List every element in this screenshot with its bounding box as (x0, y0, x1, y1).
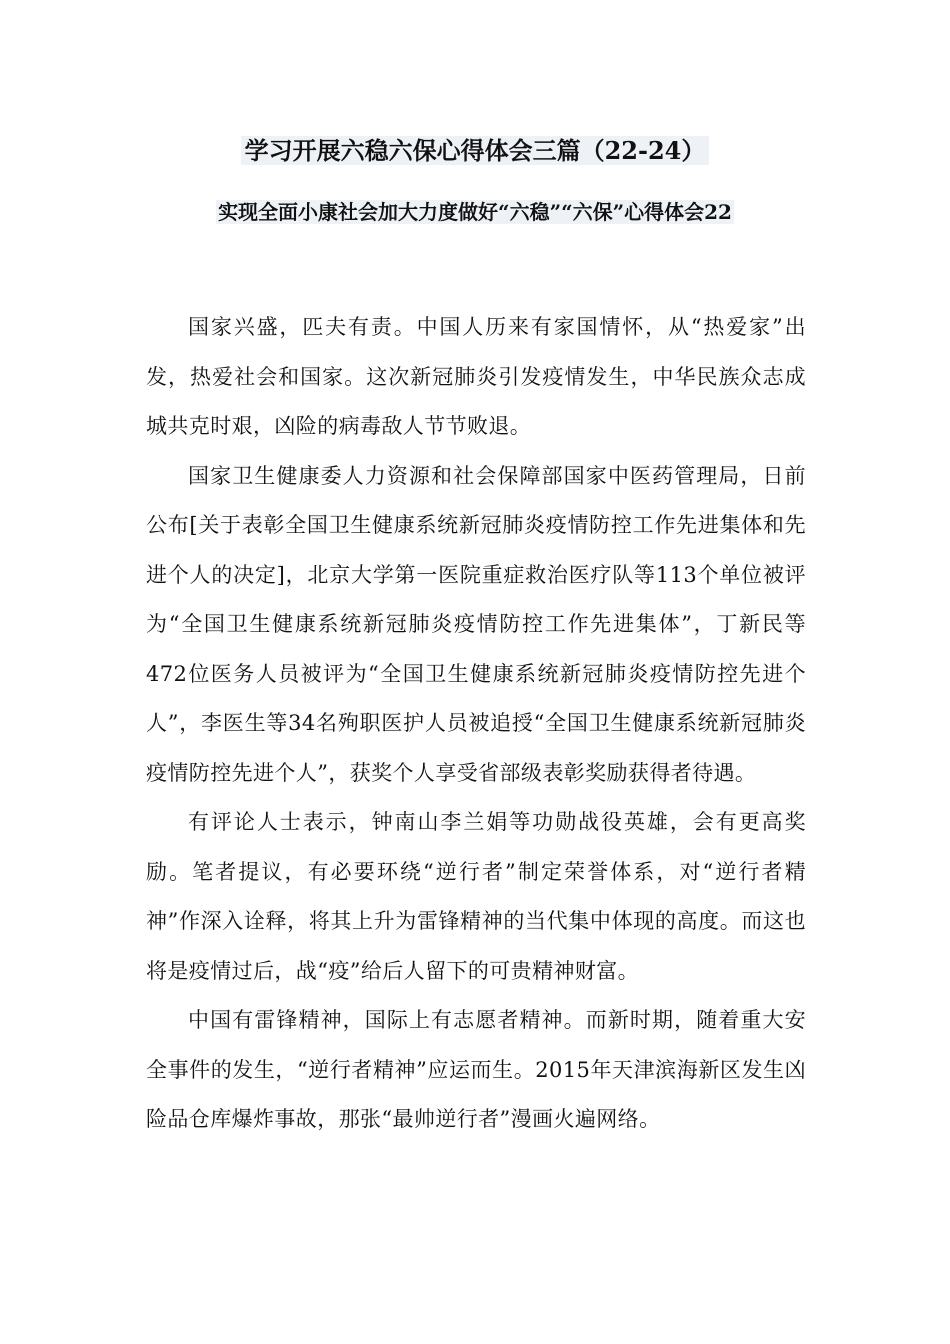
paragraph-3: 有评论人士表示，钟南山李兰娟等功勋战役英雄，会有更高奖励。笔者提议，有必要环绕“逆行者”制定荣誉体系，对“逆行者精神”作深入诠释，将其上升为雷锋精神的当代集中体现的高度。而这也将是疫情过后，战“疫”给后人留下的可贵精神财富。 (146, 810, 806, 983)
paragraph-1: 国家兴盛，匹夫有责。中国人历来有家国情怀，从“热爱家”出发，热爱社会和国家。这次新冠肺炎引发疫情发生，中华民族众志成城共克时艰，凶险的病毒敌人节节败退。 (146, 315, 806, 438)
document-subtitle-text: 实现全面小康社会加大力度做好“六稳”“六保”心得体会22 (218, 200, 732, 224)
document-title (0, 133, 950, 169)
document-subtitle (0, 196, 950, 228)
document-title-text: 学习开展六稳六保心得体会三篇（22-24） (241, 136, 710, 165)
paragraph-2: 国家卫生健康委人力资源和社会保障部国家中医药管理局，日前公布[关于表彰全国卫生健康系统新冠肺炎疫情防控工作先进集体和先进个人的决定]，北京大学第一医院重症救治医疗队等113个单位被评为“全国卫生健康系统新冠肺炎疫情防控工作先进集体”，丁新民等472位医务人员被评为“全国卫生健康系统新冠肺炎疫情防控先进个人”，李医生等34名殉职医护人员被追授“全国卫生健康系统新冠肺炎疫情防控先进个人”，获奖个人享受省部级表彰奖励获得者待遇。 (146, 463, 806, 785)
document-body (146, 303, 806, 1145)
paragraph-4: 中国有雷锋精神，国际上有志愿者精神。而新时期，随着重大安全事件的发生，“逆行者精神”应运而生。2015年天津滨海新区发生凶险品仓库爆炸事故，那张“最帅逆行者”漫画火遍网络。 (146, 1008, 806, 1131)
